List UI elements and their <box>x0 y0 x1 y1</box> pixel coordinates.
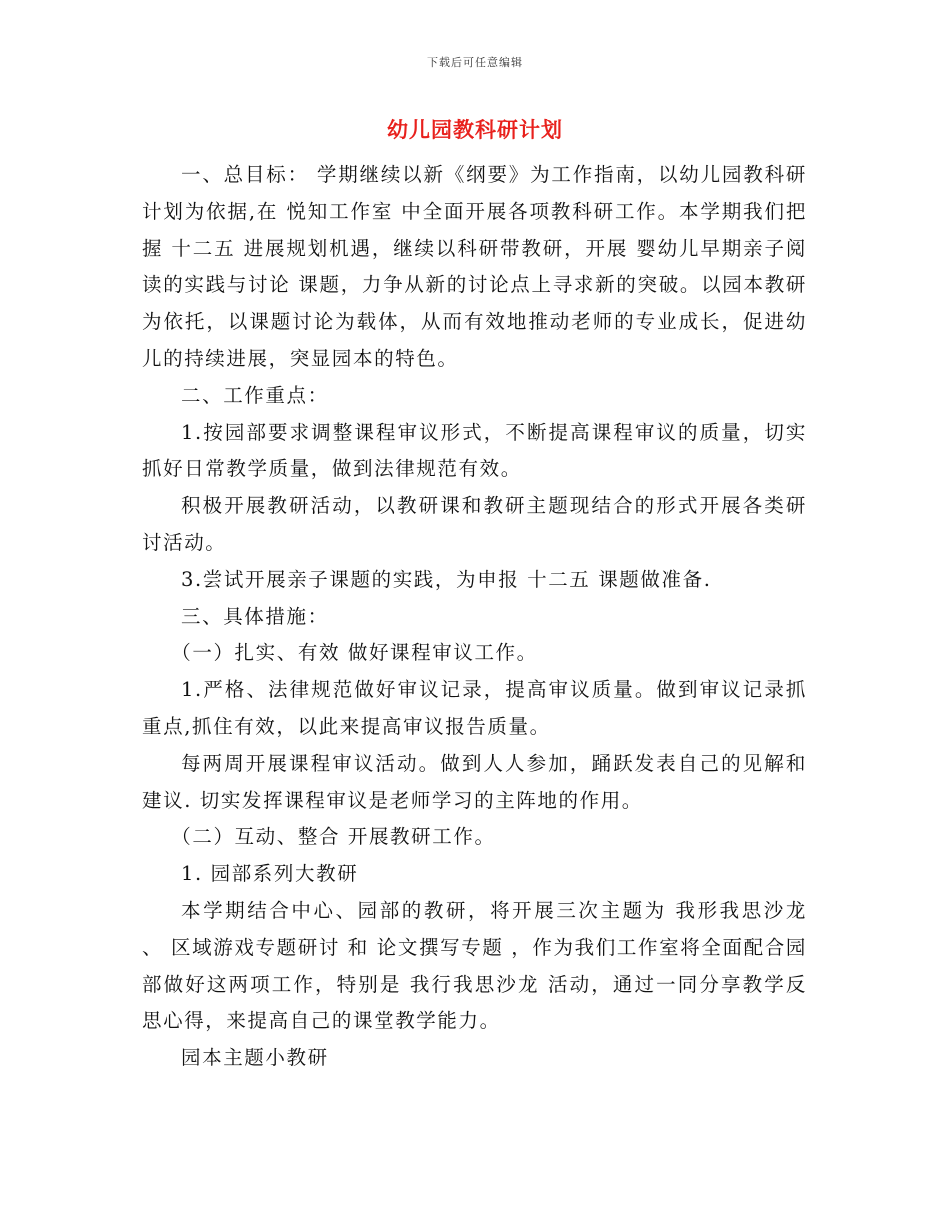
paragraph-general-goal: 一、总目标： 学期继续以新《纲要》为工作指南，以幼儿园教科研计划为依据,在 悦知工作室 中全面开展各项教科研工作。本学期我们把握 十二五 进展规划机遇，继续以科研带教研，开展 婴幼儿早期亲子阅读的实践与讨论 课题，力争从新的讨论点上寻求新的突破。以园本教研为依托，以课题讨论为载体，从而有效地推动老师的专业成长，促进幼儿的持续进展，突显园本的特色。 <box>142 163 807 370</box>
document-body <box>142 157 807 1077</box>
heading-measures: 三、具体措施： <box>181 604 329 628</box>
heading-work-focus: 二、工作重点： <box>181 383 329 407</box>
paragraph-review-activity: 每两周开展课程审议活动。做到人人参加，踊跃发表自己的见解和建议. 切实发挥课程审议是老师学习的主阵地的作用。 <box>142 751 807 812</box>
paragraph-focus-1: 1.按园部要求调整课程审议形式，不断提高课程审议的质量，切实抓好日常教学质量，做到法律规范有效。 <box>142 420 807 481</box>
paragraph-small-research: 园本主题小教研 <box>181 1046 329 1070</box>
paragraph-focus-3: 3.尝试开展亲子课题的实践，为申报 十二五 课题做准备. <box>181 567 712 591</box>
paragraph-review-records: 1.严格、法律规范做好审议记录，提高审议质量。做到审议记录抓重点,抓住有效，以此来提高审议报告质量。 <box>142 678 807 738</box>
header-note: 下载后可任意编辑 <box>427 56 523 69</box>
paragraph-campus-research-detail: 本学期结合中心、园部的教研，将开展三次主题为 我形我思沙龙 、 区域游戏专题研讨 和 论文撰写专题 ，作为我们工作室将全面配合园部做好这两项工作，特别是 我行我思沙龙 活动，通过一同分享教学反思心得，来提高自己的课堂教学能力。 <box>142 898 807 1033</box>
document-title: 幼儿园教科研计划 <box>387 117 563 142</box>
subheading-course-review: （一）扎实、有效 做好课程审议工作。 <box>171 641 538 665</box>
paragraph-campus-research: 1. 园部系列大教研 <box>181 862 359 886</box>
paragraph-focus-2: 积极开展教研活动，以教研课和教研主题现结合的形式开展各类研讨活动。 <box>142 494 807 554</box>
subheading-teaching-research: （二）互动、整合 开展教研工作。 <box>171 825 496 849</box>
